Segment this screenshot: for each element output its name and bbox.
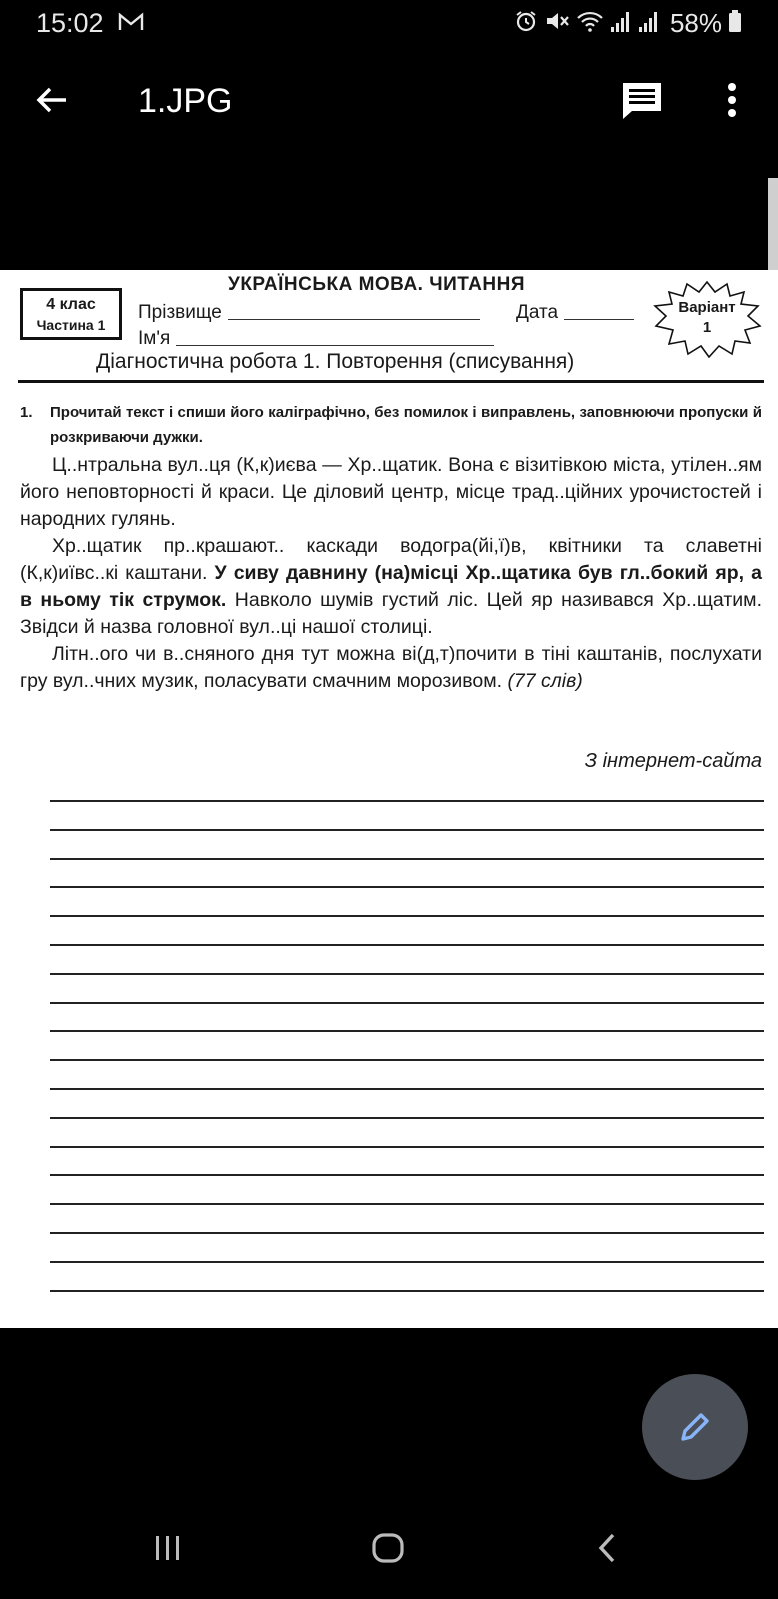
writing-line	[50, 1261, 764, 1263]
paragraph-2-start: Хр..щатик пр..крашают.. каскади водогра(йі,ї)в, квітники та славетні (К,к)иївс..кі каштани.	[20, 535, 762, 584]
status-time: 15:02	[36, 8, 104, 38]
writing-line	[50, 1002, 764, 1004]
signal-icon	[610, 9, 632, 38]
more-vert-icon[interactable]	[714, 76, 750, 124]
variant-label-group	[652, 298, 762, 338]
edit-button[interactable]	[642, 1374, 748, 1480]
divider	[18, 380, 764, 383]
comment-icon[interactable]	[618, 76, 666, 124]
date-label: Дата	[516, 302, 559, 323]
surname-label: Прізвище	[138, 302, 222, 323]
navigation-bar	[0, 1510, 778, 1599]
writing-line	[50, 829, 764, 831]
writing-line	[50, 886, 764, 888]
name-field	[138, 328, 494, 350]
home-icon[interactable]	[368, 1528, 408, 1573]
writing-line	[50, 1030, 764, 1032]
class-box	[20, 288, 122, 340]
document-image[interactable]	[0, 270, 778, 1328]
writing-line	[50, 944, 764, 946]
writing-line	[50, 1146, 764, 1148]
wifi-icon	[576, 9, 604, 38]
writing-line	[50, 858, 764, 860]
task-number: 1.	[20, 404, 33, 421]
alarm-icon	[514, 9, 538, 38]
word-count: (77 слів)	[507, 670, 583, 692]
document-subtitle: Діагностична робота 1. Повторення (списування)	[96, 350, 575, 373]
file-title: 1.JPG	[138, 82, 233, 120]
class-label: 4 клас	[46, 296, 96, 313]
variant-label: Варіант	[678, 299, 736, 316]
name-label: Ім'я	[138, 328, 171, 349]
variant-number: 1	[702, 319, 712, 336]
document-title: УКРАЇНСЬКА МОВА. ЧИТАННЯ	[228, 274, 525, 295]
battery-icon	[728, 9, 742, 38]
pencil-icon	[675, 1407, 715, 1447]
gmail-icon	[118, 12, 144, 37]
writing-line	[50, 1203, 764, 1205]
paragraph-1: Ц..нтральна вул..ця (К,к)иєва — Хр..щатик. Вона є візитівкою міста, утілен..ям його неповторності й краси. Це діловий центр, місце трад..ційних урочистостей і народних гулянь.	[20, 454, 762, 530]
battery-percent: 58%	[669, 8, 722, 38]
source-credit: З інтернет-сайта	[584, 750, 762, 772]
writing-line	[50, 1059, 764, 1061]
part-label: Частина 1	[36, 317, 106, 333]
next-page-edge	[768, 178, 778, 270]
paragraph-3-text: Літн..ого чи в..сняного дня тут можна ві(д,т)почити в тіні каштанів, послухати гру вул..чних музик, поласувати смачним морозивом.	[20, 643, 762, 692]
back-arrow-icon[interactable]	[30, 78, 74, 122]
paragraph-2-end: Навколо шумів густий ліс. Цей яр називався Хр..щатим. Звідси й назва головної вул..ці нашої столиці.	[20, 589, 762, 638]
status-bar	[0, 0, 778, 48]
task-instruction	[20, 400, 762, 450]
writing-line	[50, 1232, 764, 1234]
exercise-text	[20, 452, 762, 695]
signal-icon	[638, 9, 660, 38]
task-text: Прочитай текст і спиши його каліграфічно, без помилок і виправлень, заповнюючи пропуски й розкриваючи дужки.	[50, 404, 762, 446]
writing-line	[50, 1088, 764, 1090]
mute-icon	[544, 9, 570, 38]
paragraph-2	[20, 533, 762, 641]
writing-line	[50, 915, 764, 917]
nav-back-icon[interactable]	[592, 1528, 622, 1573]
recent-apps-icon[interactable]	[150, 1530, 186, 1571]
paragraph-2-bold: У сиву давнину (на)місці Хр..щатика був гл..бокий яр, а в ньому тік струмок.	[20, 562, 762, 611]
surname-field	[138, 302, 480, 324]
status-icons	[514, 8, 742, 39]
writing-line	[50, 973, 764, 975]
app-bar	[0, 60, 778, 140]
writing-line	[50, 1117, 764, 1119]
writing-line	[50, 1174, 764, 1176]
writing-line	[50, 800, 764, 802]
date-field	[516, 302, 634, 324]
writing-line	[50, 1290, 764, 1292]
paragraph-3	[20, 641, 762, 695]
